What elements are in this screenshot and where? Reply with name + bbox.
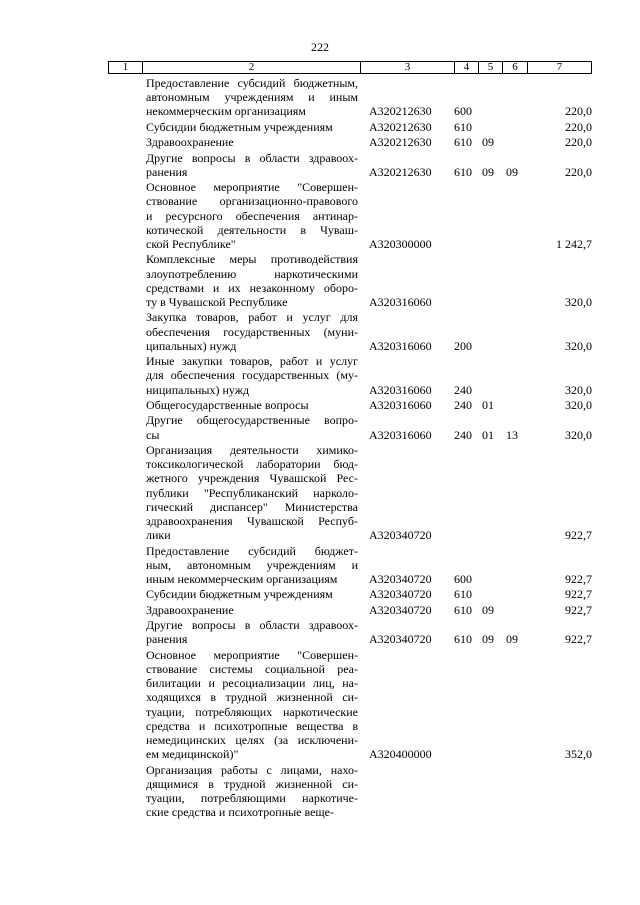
target-article-code: А320212630 xyxy=(369,119,432,134)
description-line: обеспечения государственных (муни- xyxy=(146,324,358,339)
table-row xyxy=(0,603,640,617)
description-line: иным некоммерческим организациям xyxy=(146,572,338,586)
header-col-5: 5 xyxy=(479,62,503,73)
section-code: 09 xyxy=(482,602,494,617)
amount: 320,0 xyxy=(565,338,592,353)
description-line: Здравоохранение xyxy=(146,602,234,617)
expense-type-code: 200 xyxy=(454,338,472,353)
header-col-4: 4 xyxy=(455,62,479,73)
table-row xyxy=(0,648,640,762)
description-line: Другие общегосударственные вопро- xyxy=(146,413,358,428)
amount: 352,0 xyxy=(565,747,592,762)
target-article-code: А320212630 xyxy=(369,104,432,119)
row-description xyxy=(146,135,358,149)
row-description xyxy=(146,252,358,309)
description-line: билитации и ресоциализации лиц, на- xyxy=(146,676,358,691)
expense-type-code: 600 xyxy=(454,104,472,119)
expense-type-code: 240 xyxy=(454,382,472,397)
target-article-code: А320340720 xyxy=(369,602,432,617)
table-row xyxy=(0,76,640,119)
description-line: немедицинских целях (за исключени- xyxy=(146,733,358,748)
target-article-code: А320316060 xyxy=(369,338,432,353)
amount: 922,7 xyxy=(565,528,592,543)
description-line: Комплексные меры противодействия xyxy=(146,252,358,267)
row-description xyxy=(146,398,358,412)
table-row xyxy=(0,120,640,134)
description-line: Иные закупки товаров, работ и услуг xyxy=(146,354,358,369)
expense-type-code: 610 xyxy=(454,602,472,617)
description-line: некоммерческим организациям xyxy=(146,104,306,119)
description-line: ствование организационно-правового xyxy=(146,194,358,209)
expense-type-code: 240 xyxy=(454,427,472,442)
section-code: 09 xyxy=(482,632,494,647)
description-line: ем медицинской)" xyxy=(146,747,239,762)
table-row xyxy=(0,252,640,309)
target-article-code: А320316060 xyxy=(369,294,432,309)
subsection-code: 13 xyxy=(506,427,518,442)
target-article-code: А320340720 xyxy=(369,632,432,647)
expense-type-code: 610 xyxy=(454,135,472,150)
header-col-3: 3 xyxy=(361,62,455,73)
description-line: Предоставление субсидий бюджетным, xyxy=(146,76,358,90)
description-line: ципальных) нужд xyxy=(146,338,237,353)
header-col-7: 7 xyxy=(556,61,563,73)
description-line: Другие вопросы в области здравоох- xyxy=(146,618,358,633)
row-description xyxy=(146,544,358,587)
row-description xyxy=(146,587,358,601)
amount: 220,0 xyxy=(565,164,592,179)
target-article-code: А320316060 xyxy=(369,382,432,397)
target-article-code: А320340720 xyxy=(369,528,432,543)
table-row xyxy=(0,398,640,412)
target-article-code: А320212630 xyxy=(369,135,432,150)
table-row xyxy=(0,310,640,353)
table-row xyxy=(0,180,640,251)
table-row xyxy=(0,354,640,397)
table-row xyxy=(0,413,640,441)
description-line: гический диспансер" Министерства xyxy=(146,499,358,514)
expense-type-code: 600 xyxy=(454,571,472,586)
expense-type-code: 610 xyxy=(454,119,472,134)
description-line: средства и психотропные вещества в xyxy=(146,718,358,733)
amount: 220,0 xyxy=(565,135,592,150)
page-number: 222 xyxy=(311,40,329,54)
header-col-1: 1 xyxy=(109,62,143,73)
table-row xyxy=(0,618,640,646)
description-line: Основное мероприятие "Совершен- xyxy=(146,180,358,195)
amount: 220,0 xyxy=(565,119,592,134)
description-line: ской Республике" xyxy=(146,237,236,251)
description-line: ствование системы социальной реа- xyxy=(146,662,358,676)
description-line: токсикологической лаборатории бюд- xyxy=(146,457,358,472)
subsection-code: 09 xyxy=(506,632,518,647)
row-description xyxy=(146,648,358,762)
description-line: Другие вопросы в области здравоох- xyxy=(146,150,358,165)
description-line: ту в Чувашской Республике xyxy=(146,295,288,309)
description-line: ниципальных) нужд xyxy=(146,382,250,397)
target-article-code: А320316060 xyxy=(369,427,432,442)
description-line: Предоставление субсидий бюджет- xyxy=(146,543,358,558)
row-description xyxy=(146,603,358,617)
amount: 1 242,7 xyxy=(556,236,592,251)
description-line: ным, автономным учреждениям и xyxy=(146,557,358,572)
section-code: 09 xyxy=(482,164,494,179)
description-line: Субсидии бюджетным учреждениям xyxy=(146,587,333,602)
amount: 922,7 xyxy=(565,602,592,617)
expense-type-code: 610 xyxy=(454,632,472,647)
row-description xyxy=(146,180,358,251)
description-line: публики "Республиканский нарколо- xyxy=(146,485,358,500)
table-row xyxy=(0,443,640,542)
description-line: Общегосударственные вопросы xyxy=(146,398,309,412)
description-line: Закупка товаров, работ и услуг для xyxy=(146,310,358,325)
description-line: туации, потребляющими наркотиче- xyxy=(146,791,358,805)
description-line: ранения xyxy=(146,632,188,647)
row-description xyxy=(146,354,358,397)
amount: 922,7 xyxy=(565,587,592,602)
target-article-code: А320340720 xyxy=(369,587,432,602)
description-line: ранения xyxy=(146,164,188,179)
header-col-6: 6 xyxy=(503,62,528,73)
amount: 320,0 xyxy=(565,294,592,309)
description-line: и ресурсного обеспечения антинар- xyxy=(146,208,358,223)
section-code: 09 xyxy=(482,135,494,150)
table-row xyxy=(0,151,640,179)
description-line: ходящихся в трудной жизненной си- xyxy=(146,690,358,705)
amount: 320,0 xyxy=(565,427,592,442)
target-article-code: А320300000 xyxy=(369,236,432,251)
row-description xyxy=(146,120,358,134)
table-row xyxy=(0,763,640,820)
table-row xyxy=(0,544,640,587)
table-row xyxy=(0,135,640,149)
section-code: 01 xyxy=(482,397,494,412)
row-description xyxy=(146,413,358,441)
description-line: для обеспечения государственных (му- xyxy=(146,368,358,383)
table-row xyxy=(0,587,640,601)
description-line: здравоохранения Чувашской Респуб- xyxy=(146,514,358,529)
subsection-code: 09 xyxy=(506,164,518,179)
description-line: Организация деятельности химико- xyxy=(146,443,358,457)
description-line: лики xyxy=(146,528,171,543)
expense-type-code: 610 xyxy=(454,587,472,602)
description-line: Организация работы с лицами, нахо- xyxy=(146,762,358,777)
amount: 922,7 xyxy=(565,632,592,647)
row-description xyxy=(146,763,358,820)
target-article-code: А320212630 xyxy=(369,164,432,179)
description-line: жетного учреждения Чувашской Рес- xyxy=(146,471,358,486)
description-line: средствами и их незаконному оборо- xyxy=(146,280,358,295)
amount: 922,7 xyxy=(565,571,592,586)
description-line: злоупотреблению наркотическими xyxy=(146,266,358,281)
row-description xyxy=(146,310,358,353)
target-article-code: А320400000 xyxy=(369,747,432,762)
target-article-code: А320340720 xyxy=(369,571,432,586)
expense-type-code: 610 xyxy=(454,164,472,179)
amount: 320,0 xyxy=(565,397,592,412)
header-col-2: 2 xyxy=(143,62,361,73)
description-line: туации, потребляющих наркотические xyxy=(146,704,358,719)
description-line: котической деятельности в Чуваш- xyxy=(146,222,358,237)
row-description xyxy=(146,151,358,179)
target-article-code: А320316060 xyxy=(369,397,432,412)
amount: 220,0 xyxy=(565,104,592,119)
expense-type-code: 240 xyxy=(454,397,472,412)
description-line: сы xyxy=(146,427,160,442)
row-description xyxy=(146,76,358,119)
description-line: Субсидии бюджетным учреждениям xyxy=(146,119,333,134)
description-line: автономным учреждениям и иным xyxy=(146,90,358,105)
description-line: Здравоохранение xyxy=(146,135,234,150)
description-line: Основное мероприятие "Совершен- xyxy=(146,647,358,662)
row-description xyxy=(146,443,358,542)
amount: 320,0 xyxy=(565,382,592,397)
description-line: ские средства и психотропные веще- xyxy=(146,805,334,820)
description-line: дящимися в трудной жизненной си- xyxy=(146,776,358,791)
section-code: 01 xyxy=(482,427,494,442)
row-description xyxy=(146,618,358,646)
